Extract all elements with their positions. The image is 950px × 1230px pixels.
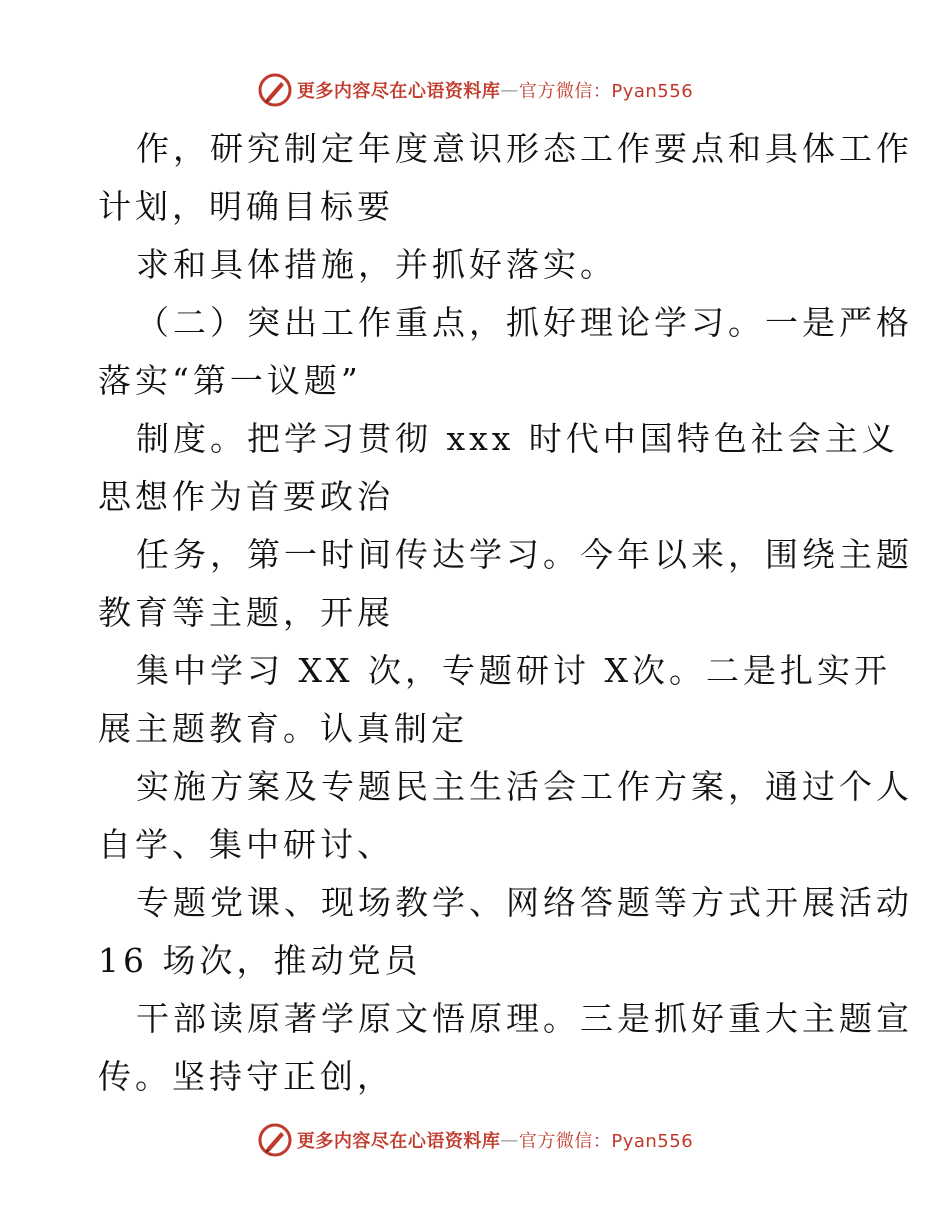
paragraph-line: 制度。把学习贯彻 xxx 时代中国特色社会主义 (136, 419, 899, 458)
paragraph (98, 236, 858, 294)
paragraph (98, 758, 913, 874)
watermark-text (297, 77, 693, 103)
paragraph (98, 526, 913, 642)
paragraph-line: 任务，第一时间传达学习。今年以来，围绕主题 (136, 535, 913, 574)
paragraph-line: 落实“第一议题” (98, 361, 362, 400)
paragraph-line: 思想作为首要政治 (98, 477, 394, 516)
watermark-site: 更多内容尽在心语资料库 (296, 81, 501, 102)
watermark-site: 更多内容尽在心语资料库 (296, 1131, 501, 1152)
watermark-wechat: 官方微信：Pyan556 (518, 81, 694, 102)
watermark-text (297, 1127, 693, 1153)
paragraph (98, 294, 913, 410)
paragraph-line: 16 场次，推动党员 (98, 941, 422, 980)
paragraph-line: 专题党课、现场教学、网络答题等方式开展活动 (136, 883, 913, 922)
paragraph (98, 410, 899, 526)
paragraph (98, 642, 891, 758)
footer-watermark (0, 1120, 950, 1160)
pen-logo-icon (257, 72, 293, 108)
paragraph (98, 990, 913, 1106)
paragraph-line: 自学、集中研讨、 (98, 825, 394, 864)
watermark-wechat: 官方微信：Pyan556 (518, 1131, 694, 1152)
paragraph-line: 干部读原著学原文悟原理。三是抓好重大主题宣 (136, 999, 913, 1038)
document-body (98, 120, 913, 1106)
paragraph-line: 教育等主题，开展 (98, 593, 394, 632)
paragraph-line: 实施方案及专题民主生活会工作方案，通过个人 (136, 767, 913, 806)
paragraph-line: 集中学习 XX 次，专题研讨 X次。二是扎实开 (136, 651, 891, 690)
watermark-dash: — (500, 79, 519, 101)
paragraph-line: 传。坚持守正创， (98, 1057, 394, 1096)
pen-logo-icon (257, 1122, 293, 1158)
header-watermark (0, 70, 950, 110)
paragraph-line: （二）突出工作重点，抓好理论学习。一是严格 (136, 303, 913, 342)
paragraph-line: 求和具体措施，并抓好落实。 (136, 245, 617, 284)
paragraph (98, 874, 913, 990)
paragraph (98, 120, 913, 236)
watermark-dash: — (500, 1129, 519, 1151)
paragraph-line: 展主题教育。认真制定 (98, 709, 468, 748)
paragraph-line: 作，研究制定年度意识形态工作要点和具体工作 (136, 129, 913, 168)
paragraph-line: 计划，明确目标要 (98, 187, 394, 226)
